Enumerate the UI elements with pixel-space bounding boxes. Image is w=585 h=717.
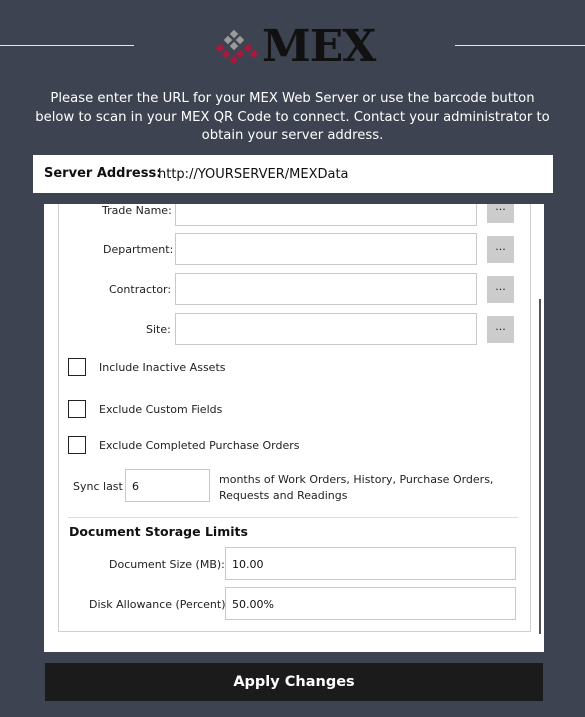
server-address-bar: [33, 155, 553, 193]
header-divider-right: [455, 45, 585, 46]
sync-months-description: months of Work Orders, History, Purchase Orders, Requests and Readings: [219, 473, 494, 502]
server-address-label: Server Address:: [44, 166, 162, 181]
exclude-completed-po-label: Exclude Completed Purchase Orders: [99, 439, 300, 452]
settings-scrollbar[interactable]: [539, 299, 541, 634]
trade-name-label: Trade Name:: [102, 204, 172, 217]
document-storage-title: Document Storage Limits: [69, 524, 248, 539]
include-inactive-assets-checkbox[interactable]: [68, 358, 86, 376]
exclude-custom-fields-label: Exclude Custom Fields: [99, 403, 223, 416]
trade-name-lookup-button[interactable]: ...: [487, 204, 514, 223]
site-field[interactable]: [175, 313, 477, 345]
section-divider: [68, 517, 518, 518]
logo-wordmark: MEX: [262, 21, 376, 72]
sync-months-input[interactable]: 6: [125, 469, 210, 502]
contractor-field[interactable]: [175, 273, 477, 305]
department-label: Department:: [103, 243, 174, 256]
site-label: Site:: [146, 323, 171, 336]
disk-allowance-label: Disk Allowance (Percent): [89, 598, 226, 611]
site-lookup-button[interactable]: ...: [487, 316, 514, 343]
exclude-completed-po-checkbox[interactable]: [68, 436, 86, 454]
apply-changes-button[interactable]: Apply Changes: [45, 663, 543, 701]
server-address-input[interactable]: http://YOURSERVER/MEXData: [158, 167, 349, 182]
exclude-custom-fields-checkbox[interactable]: [68, 400, 86, 418]
department-lookup-button[interactable]: ...: [487, 236, 514, 263]
settings-panel: [44, 204, 544, 652]
document-size-label: Document Size (MB):: [109, 558, 225, 571]
sync-last-label: Sync last: [73, 480, 123, 493]
contractor-lookup-button[interactable]: ...: [487, 276, 514, 303]
include-inactive-assets-label: Include Inactive Assets: [99, 361, 226, 374]
header-divider-left: [0, 45, 134, 46]
document-size-input[interactable]: 10.00: [225, 547, 516, 580]
contractor-label: Contractor:: [109, 283, 172, 296]
trade-name-field[interactable]: [175, 204, 477, 226]
intro-text: Please enter the URL for your MEX Web Server or use the barcode button below to scan in your MEX QR Code to connect. Contact your administrator to obtain your server address.: [35, 91, 550, 143]
department-field[interactable]: [175, 233, 477, 265]
disk-allowance-input[interactable]: 50.00%: [225, 587, 516, 620]
logo-diamonds-icon: [212, 30, 260, 64]
